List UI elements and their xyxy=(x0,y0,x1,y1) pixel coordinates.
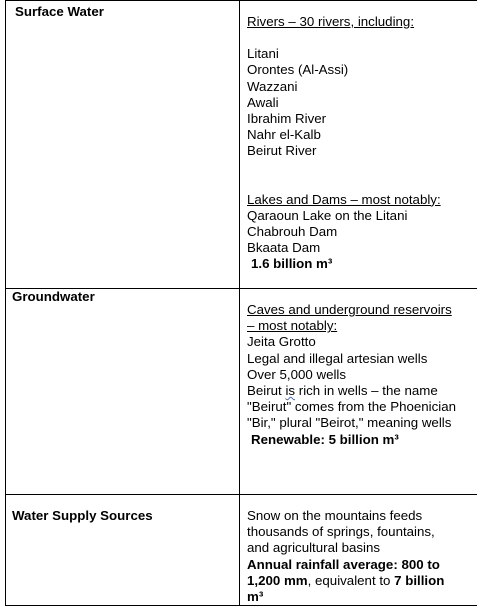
list-item: Orontes (Al-Assi) xyxy=(247,62,477,78)
spellcheck-mark-text: is xyxy=(285,383,295,398)
list-item: and agricultural basins xyxy=(247,540,477,556)
text-span: rich in wells – the name xyxy=(299,383,438,398)
section-heading: – most notably: xyxy=(247,318,477,334)
table-row xyxy=(6,1,477,289)
row-label-cell xyxy=(6,1,240,289)
list-item: Over 5,000 wells xyxy=(247,367,477,383)
list-item: "Beirut" comes from the Phoenician xyxy=(247,399,477,415)
list-item: Beirut River xyxy=(247,143,477,159)
text-span: 1,200 mm xyxy=(247,573,308,588)
section-heading: Rivers – 30 rivers, including: xyxy=(247,14,477,30)
total-value: 1.6 billion m³ xyxy=(247,256,477,272)
list-item: Awali xyxy=(247,95,477,111)
row-label-cell xyxy=(6,495,240,606)
list-item: Legal and illegal artesian wells xyxy=(247,351,477,367)
list-item xyxy=(247,383,477,399)
list-item: Snow on the mountains feeds xyxy=(247,508,477,524)
row-content-cell xyxy=(240,495,477,606)
list-item: thousands of springs, fountains, xyxy=(247,524,477,540)
text-span: , equivalent to xyxy=(308,573,391,588)
water-resources-table xyxy=(5,0,477,606)
section-heading: Lakes and Dams – most notably: xyxy=(247,192,477,208)
list-item xyxy=(247,573,477,589)
row-label: Water Supply Sources xyxy=(6,495,239,524)
list-item: Litani xyxy=(247,46,477,62)
table-row xyxy=(6,289,477,495)
list-item: Bkaata Dam xyxy=(247,240,477,256)
list-item: Wazzani xyxy=(247,79,477,95)
list-item: "Bir," plural "Beirot," meaning wells xyxy=(247,415,477,431)
row-label: Surface Water xyxy=(6,1,239,20)
table-row xyxy=(6,495,477,606)
row-label: Groundwater xyxy=(6,289,239,305)
row-content-cell xyxy=(240,1,477,289)
list-item: Ibrahim River xyxy=(247,111,477,127)
total-value: Renewable: 5 billion m³ xyxy=(247,432,477,448)
section-heading: Caves and underground reservoirs xyxy=(247,302,477,318)
list-item: Chabrouh Dam xyxy=(247,224,477,240)
row-label-cell xyxy=(6,289,240,495)
text-span: Beirut xyxy=(247,383,282,398)
list-item: Annual rainfall average: 800 to xyxy=(247,557,477,573)
text-span: 7 billion xyxy=(394,573,444,588)
list-item: Nahr el-Kalb xyxy=(247,127,477,143)
list-item: Jeita Grotto xyxy=(247,334,477,350)
list-item: Qaraoun Lake on the Litani xyxy=(247,208,477,224)
row-content-cell xyxy=(240,289,477,495)
list-item: m³ xyxy=(247,589,477,605)
